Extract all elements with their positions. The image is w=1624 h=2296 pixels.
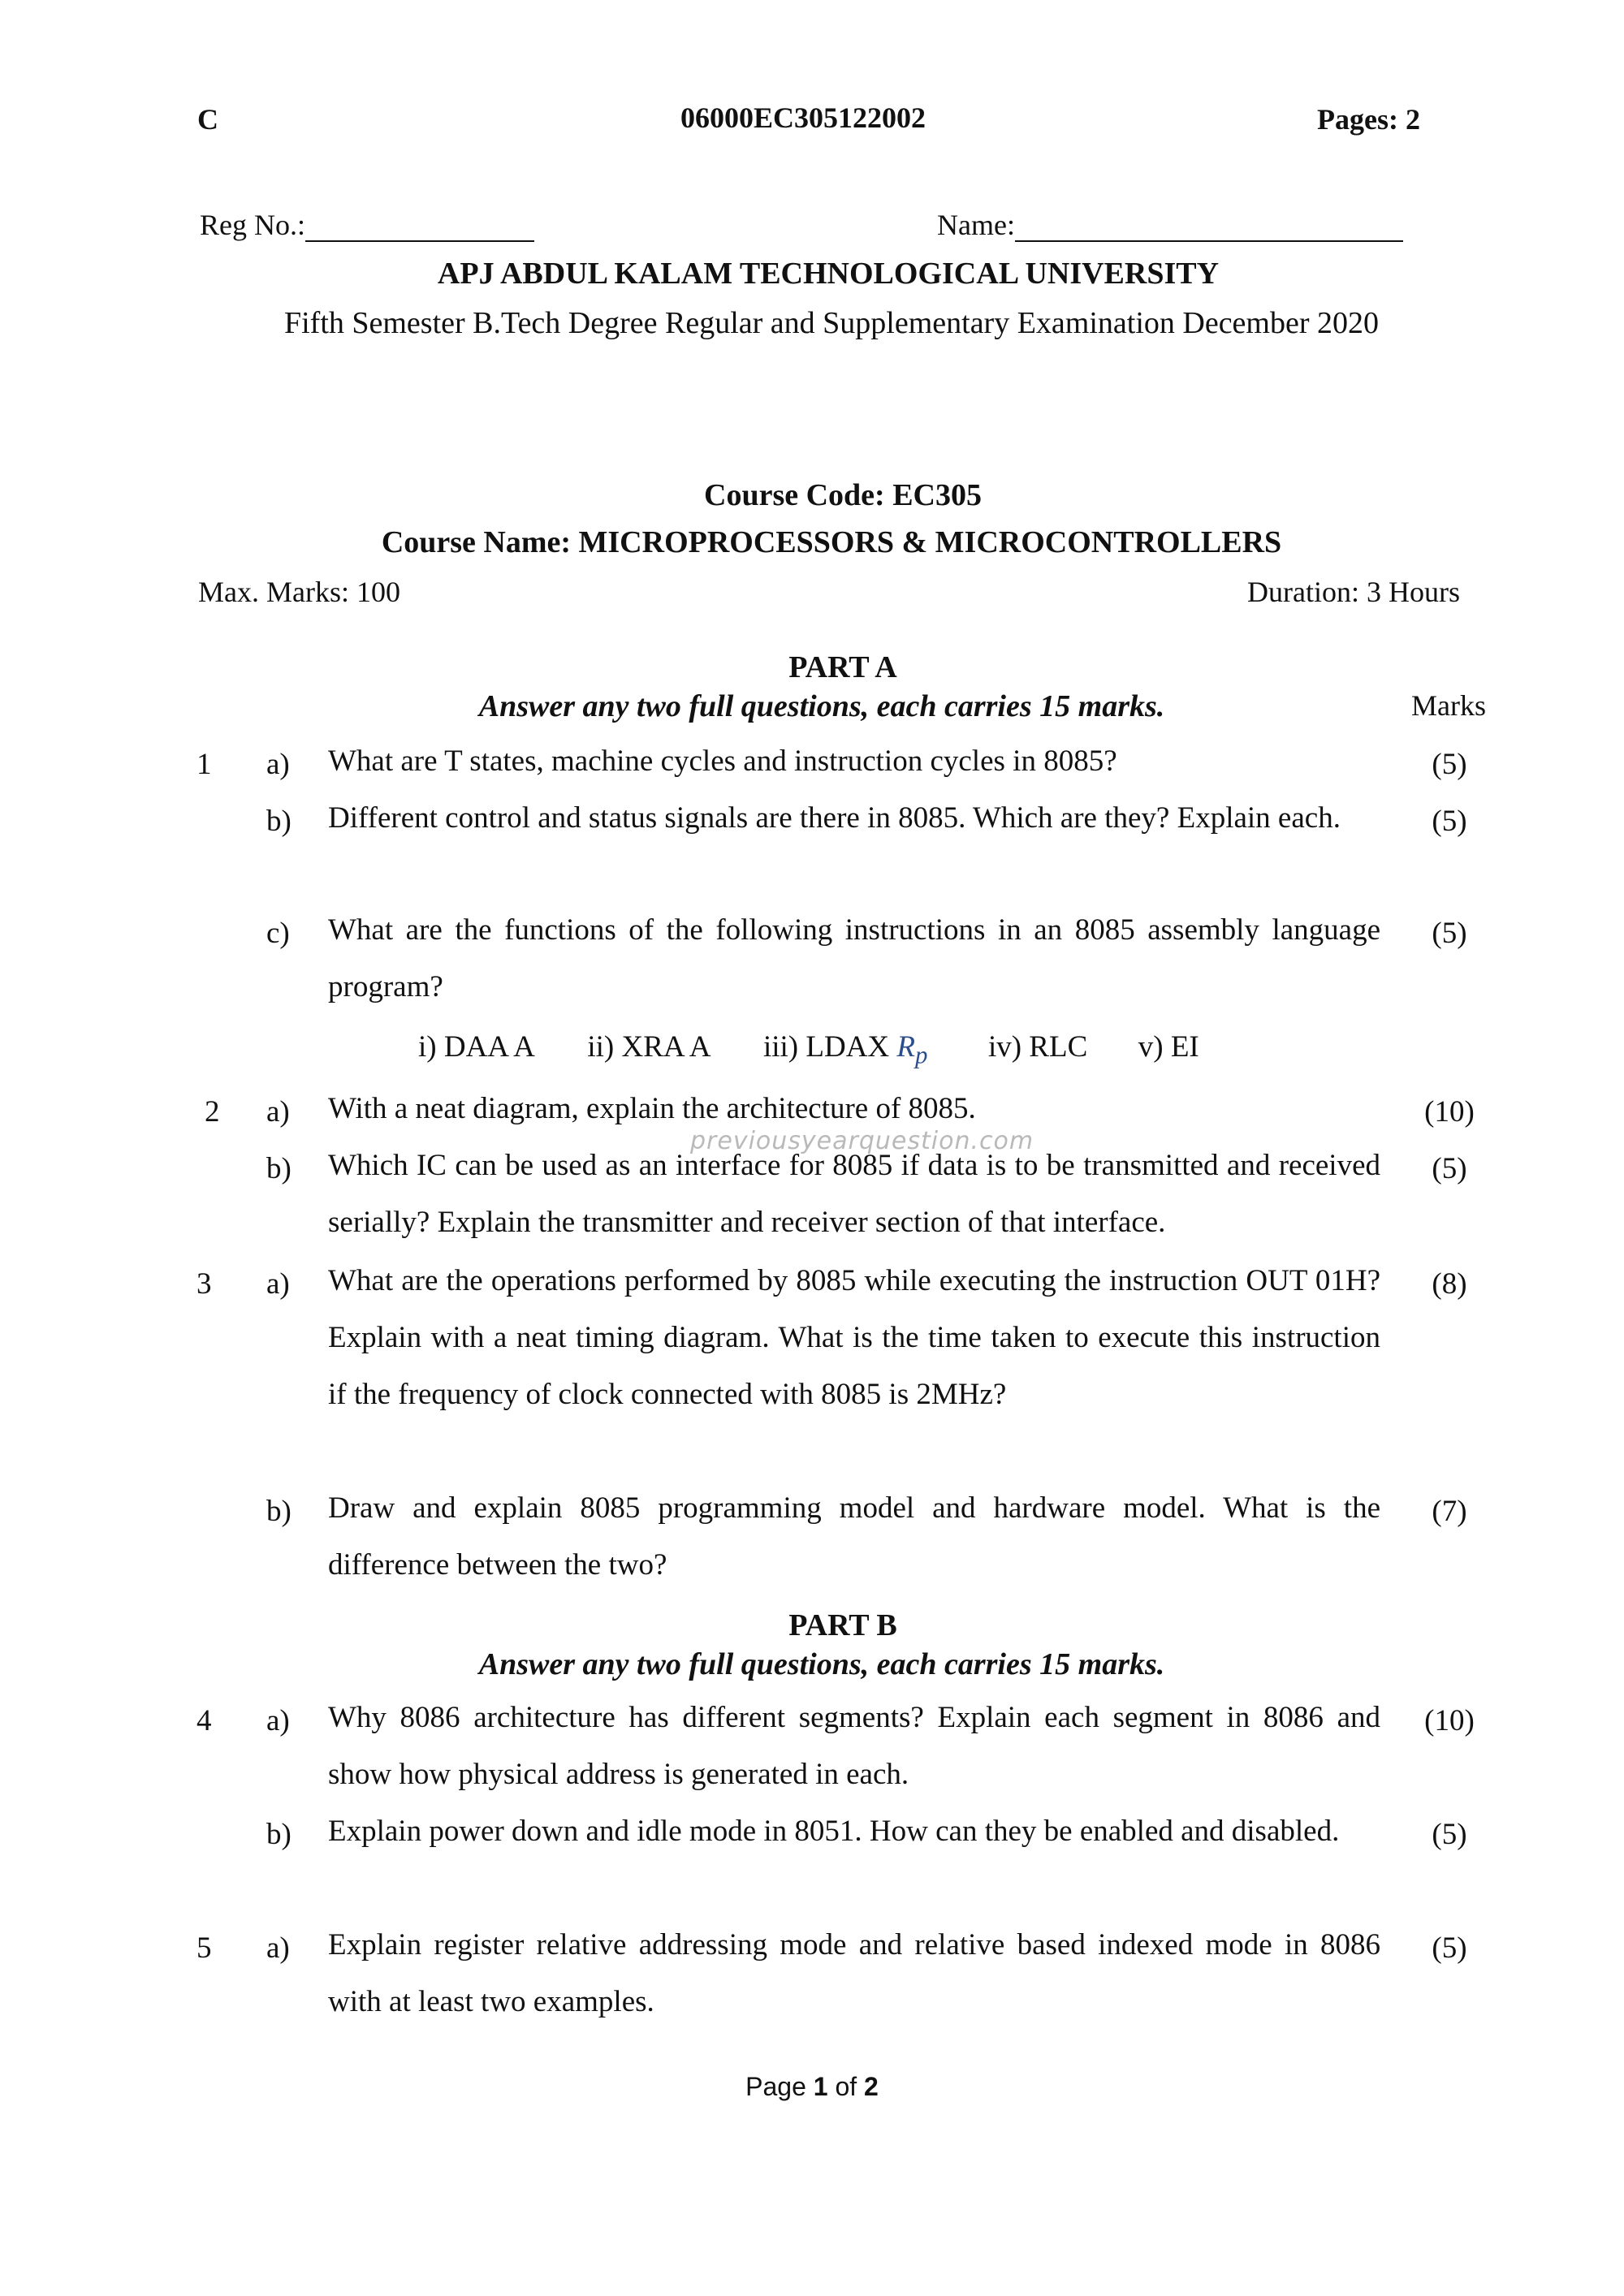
subquestion-label: b) <box>266 805 292 838</box>
subquestion-label: a) <box>266 1931 290 1965</box>
subquestion-label: a) <box>266 1704 290 1737</box>
reg-no-label: Reg No.: <box>200 209 305 241</box>
question-number: 4 <box>197 1704 212 1737</box>
marks-column-header: Marks <box>1411 689 1486 722</box>
question-text: Which IC can be used as an interface for 8085 if data is to be transmitted and received serially? Explain the transmitter and receiver section of that interface. <box>328 1149 1380 1239</box>
subquestion-label: a) <box>266 1267 290 1301</box>
question-text: Explain power down and idle mode in 8051. How can they be enabled and disabled. <box>328 1815 1340 1848</box>
page-footer <box>0 2072 1624 2102</box>
footer-of-word: of <box>835 2072 857 2101</box>
question-text: Different control and status signals are there in 8085. Which are they? Explain each. <box>328 801 1341 835</box>
watermark: previousyearquestion.com <box>690 1127 1034 1155</box>
question-text: What are the operations performed by 8085 while executing the instruction OUT 01H? Explain with a neat timing diagram. What is the time taken to execute this instruction if the frequency of clock connected with 8085 is 2MHz? <box>328 1264 1380 1411</box>
question-text: Why 8086 architecture has different segments? Explain each segment in 8086 and show how physical address is generated in each. <box>328 1701 1380 1791</box>
page-count: Pages: 2 <box>1317 103 1420 136</box>
instruction-options <box>418 1029 1199 1069</box>
max-marks: Max. Marks: 100 <box>198 576 400 608</box>
question-text: Explain register relative addressing mode and relative based indexed mode in 8086 with at least two examples. <box>328 1928 1380 2018</box>
question-number: 3 <box>197 1267 212 1301</box>
question-marks: (8) <box>1432 1267 1467 1301</box>
question-marks: (10) <box>1424 1095 1475 1129</box>
subquestion-label: a) <box>266 1095 290 1129</box>
register-pair-symbol: $R_p$ <box>896 1030 928 1069</box>
reg-no-blank <box>305 213 534 242</box>
question-marks: (5) <box>1432 917 1467 950</box>
question-marks: (5) <box>1432 805 1467 838</box>
question-text: With a neat diagram, explain the architecture of 8085. <box>328 1092 976 1125</box>
question-text: What are the functions of the following instructions in an 8085 assembly language program? <box>328 913 1380 1003</box>
course-name: Course Name: MICROPROCESSORS & MICROCONTROLLERS <box>381 525 1282 559</box>
reg-no-field <box>200 208 534 242</box>
option-iii: iii) LDAX <box>762 1030 890 1064</box>
option-v: v) EI <box>1138 1030 1199 1064</box>
question-set-letter: C <box>197 103 218 136</box>
question-text: Draw and explain 8085 programming model and hardware model. What is the difference between the two? <box>328 1491 1380 1582</box>
subquestion-label: b) <box>266 1495 292 1528</box>
question-marks: (5) <box>1432 748 1467 781</box>
question-text: What are T states, machine cycles and instruction cycles in 8085? <box>328 744 1117 778</box>
option-iv: iv) RLC <box>987 1030 1088 1064</box>
part-a-instruction: Answer any two full questions, each carries 15 marks. <box>478 689 1165 723</box>
university-name: APJ ABDUL KALAM TECHNOLOGICAL UNIVERSITY <box>437 257 1220 291</box>
question-marks: (5) <box>1432 1152 1467 1185</box>
question-number: 1 <box>197 748 212 781</box>
question-number: 2 <box>205 1095 220 1129</box>
name-blank <box>1015 213 1403 242</box>
subquestion-label: b) <box>266 1152 292 1185</box>
paper-code: 06000EC305122002 <box>680 101 926 134</box>
duration: Duration: 3 Hours <box>1247 576 1460 608</box>
footer-current-page: 1 <box>813 2072 828 2101</box>
name-label: Name: <box>937 209 1015 241</box>
course-code: Course Code: EC305 <box>704 478 982 512</box>
part-a-title: PART A <box>788 650 897 684</box>
footer-total-pages: 2 <box>864 2072 879 2101</box>
question-number: 5 <box>197 1931 212 1965</box>
exam-title: Fifth Semester B.Tech Degree Regular and Supplementary Examination December 2020 <box>283 306 1380 340</box>
subquestion-label: a) <box>266 748 290 781</box>
option-i: i) DAA A <box>418 1030 533 1064</box>
question-marks: (5) <box>1432 1931 1467 1965</box>
option-ii: ii) XRA A <box>587 1030 710 1064</box>
part-b-instruction: Answer any two full questions, each carries 15 marks. <box>478 1647 1165 1681</box>
name-field <box>937 208 1403 242</box>
question-marks: (10) <box>1424 1704 1475 1737</box>
subquestion-label: c) <box>266 917 290 950</box>
part-b-title: PART B <box>788 1608 897 1642</box>
question-marks: (5) <box>1432 1818 1467 1851</box>
subquestion-label: b) <box>266 1818 292 1851</box>
question-marks: (7) <box>1432 1495 1467 1528</box>
footer-page-word: Page <box>745 2072 806 2101</box>
